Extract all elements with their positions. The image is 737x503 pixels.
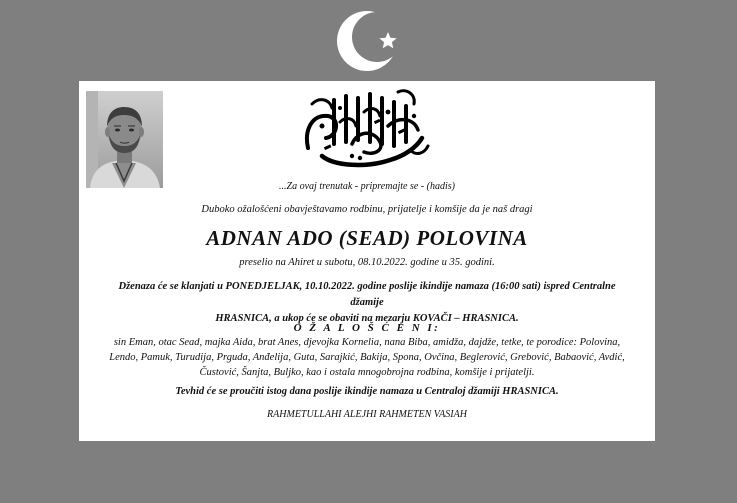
mourners-line: sin Eman, otac Sead, majka Aida, brat Anes, djevojka Kornelia, nana Biba, amidža, dajdže, tetke, te porodice: Polovina, <box>113 337 621 348</box>
closing-prayer: RAHMETULLAHI ALEJHI RAHMETEN VASIAH <box>267 409 467 420</box>
mourners-heading: O Ž A L O Š Ć E N I: <box>293 322 441 334</box>
funeral-info-line: HRASNICA, a ukop će se obaviti na mezarju KOVAČI – HRASNICA. <box>215 313 519 324</box>
intro-text: Duboko ožalošćeni obavještavamo rodbinu, prijatelje i komšije da je naš dragi <box>201 204 533 215</box>
deceased-name: ADNAN ADO (SEAD) POLOVINA <box>206 226 528 250</box>
tevhid-info: Tevhid će se proučiti istog dana poslije ikindije namaza u Centraloj džamiji HRASNICA. <box>175 386 559 397</box>
funeral-info <box>109 279 625 327</box>
passing-date: preselio na Ahiret u subotu, 08.10.2022. godine u 35. godini. <box>239 257 495 268</box>
mourners-line: Čustović, Šanjta, Buljko, kao i ostala mnogobrojna rodbina, komšije i prijatelji. <box>199 367 535 378</box>
obituary-card <box>79 81 655 441</box>
portrait-photo <box>86 91 163 188</box>
arabic-calligraphy-icon <box>294 86 434 170</box>
crescent-star-icon <box>330 6 410 76</box>
mourners-list <box>89 335 645 380</box>
hadis-quote: ...Za ovaj trenutak - pripremajte se - (hadis) <box>279 181 455 192</box>
funeral-info-line: Dženaza će se klanjati u PONEDJELJAK, 10.10.2022. godine poslije ikindije namaza (16:00 sati) ispred Centralne džamije <box>118 281 616 308</box>
mourners-line: Lendo, Pamuk, Turudija, Prguda, Anđelija, Guta, Sarajkić, Bakija, Spona, Ovčina, Beglerović, Grebović, Babaović, Avdić, <box>109 352 625 363</box>
